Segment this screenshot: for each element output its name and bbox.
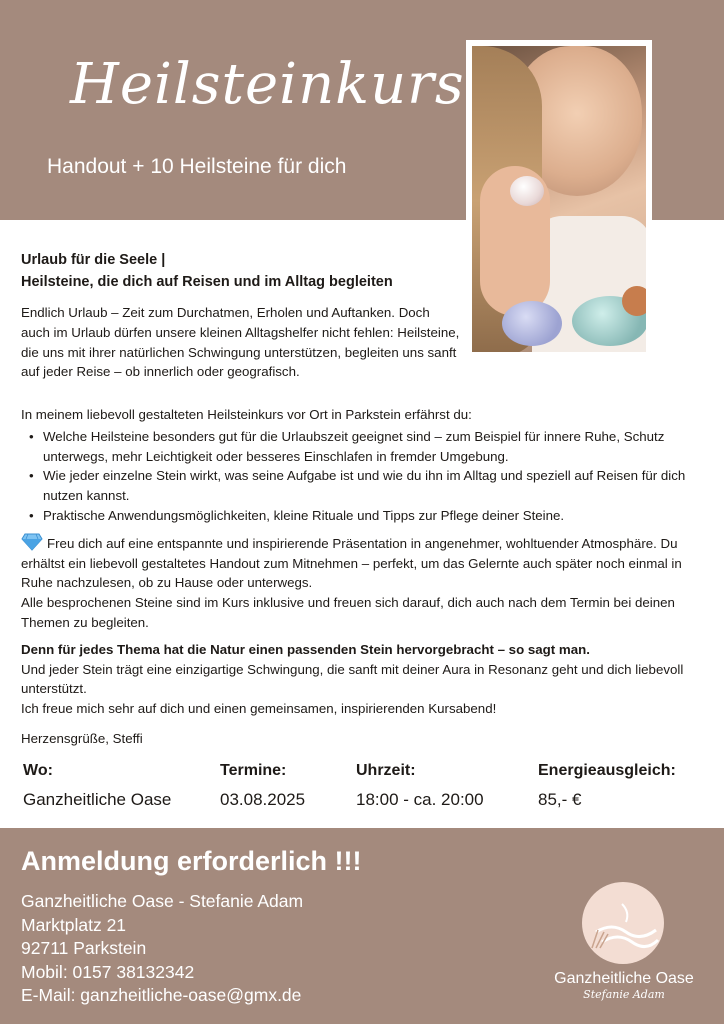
intro-paragraph: Endlich Urlaub – Zeit zum Durchatmen, Erholen und Auftanken. Doch auch im Urlaub dürfen unsere kleinen Alltagshelfer nicht fehlen: Heilsteine, die uns mit ihrer natürlichen Schwingung unterstützen, begleiten uns sanft auf jeder Reise – ob innerlich oder geografisch. [21,305,460,380]
invite-paragraph: Ich freue mich sehr auf dich und einen gemeinsamen, inspirierenden Kursabend! [21,701,497,717]
portrait-image [472,46,646,352]
list-item: • Wie jeder einzelne Stein wirkt, was seine Aufgabe ist und wie du ihn im Alltag und speziell auf Reisen für dich nutzen kannst. [43,466,696,506]
info-where [23,762,171,810]
page-subtitle: Handout + 10 Heilsteine für dich [47,155,347,178]
page-title: Heilsteinkurs [70,52,465,117]
contact-city: 92711 Parkstein [21,938,147,958]
contact-block [21,890,303,1008]
time-label: Uhrzeit: [356,762,416,779]
intro-section [21,249,461,382]
list-item: • Praktische Anwendungsmöglichkeiten, kleine Rituale und Tipps zur Pflege deiner Steine. [43,506,696,526]
list-item: • Welche Heilsteine besonders gut für die Urlaubszeit geeignet sind – zum Beispiel für innere Ruhe, Schutz unterwegs, mehr Leichtigkeit oder besseres Einschlafen in fremder Umgebung. [43,427,696,467]
info-price [538,762,676,810]
dates-value: 03.08.2025 [220,790,306,809]
body-section [21,405,696,749]
logo-name: Ganzheitliche Oase [554,970,694,987]
presentation-text: Freu dich auf eine entspannte und inspirierende Präsentation in angenehmer, wohltuender Atmosphäre. Du erhältst ein liebevoll gestaltetes Handout zum Mitnehmen – perfekt, um das Gelernte auch später noch einmal in Ruhe nachzulesen, ob zu Hause oder unterwegs. [21,535,682,591]
presentation-paragraph [21,533,696,593]
time-value: 18:00 - ca. 20:00 [356,790,484,809]
where-label: Wo: [23,762,53,779]
contact-street: Marktplatz 21 [21,914,127,935]
info-time [356,762,484,810]
registration-title: Anmeldung erforderlich !!! [21,846,362,876]
body-lead: In meinem liebevoll gestalteten Heilsteinkurs vor Ort in Parkstein erfährst du: [21,407,472,422]
logo-subtitle: Stefanie Adam [583,988,665,1001]
logo-icon [582,882,664,964]
dates-label: Termine: [220,762,287,779]
price-value: 85,- € [538,790,582,809]
contact-name: Ganzheitliche Oase - Stefanie Adam [21,891,304,911]
photo-stone [510,176,544,206]
contact-email[interactable]: E-Mail: ganzheitliche-oase@gmx.de [21,985,302,1005]
greeting: Herzensgrüße, Steffi [21,730,143,746]
intro-heading-line1: Urlaub für die Seele | [21,252,166,268]
info-dates [220,762,305,810]
topics-list [21,427,696,526]
photo-stone [502,301,562,346]
contact-phone[interactable]: Mobil: 0157 38132342 [21,961,195,982]
portrait-photo [466,40,652,358]
gem-icon [21,533,43,551]
price-label: Energieausgleich: [538,762,676,779]
photo-stone [622,286,646,316]
included-paragraph: Alle besprochenen Steine sind im Kurs inklusive und freuen sich darauf, dich auch nach dem Termin bei deinen Themen zu begleiten. [21,595,675,630]
resonance-paragraph: Und jeder Stein trägt eine einzigartige Schwingung, die sanft mit deiner Aura in Resonanz geht und dich liebevoll unterstützt. [21,661,684,697]
where-value: Ganzheitliche Oase [23,790,172,809]
intro-heading-line2: Heilsteine, die dich auf Reisen und im Alltag begleiten [21,274,393,290]
logo-graphic [582,882,664,964]
quote-paragraph: Denn für jedes Thema hat die Natur einen passenden Stein hervorgebracht – so sagt man. [21,641,590,657]
